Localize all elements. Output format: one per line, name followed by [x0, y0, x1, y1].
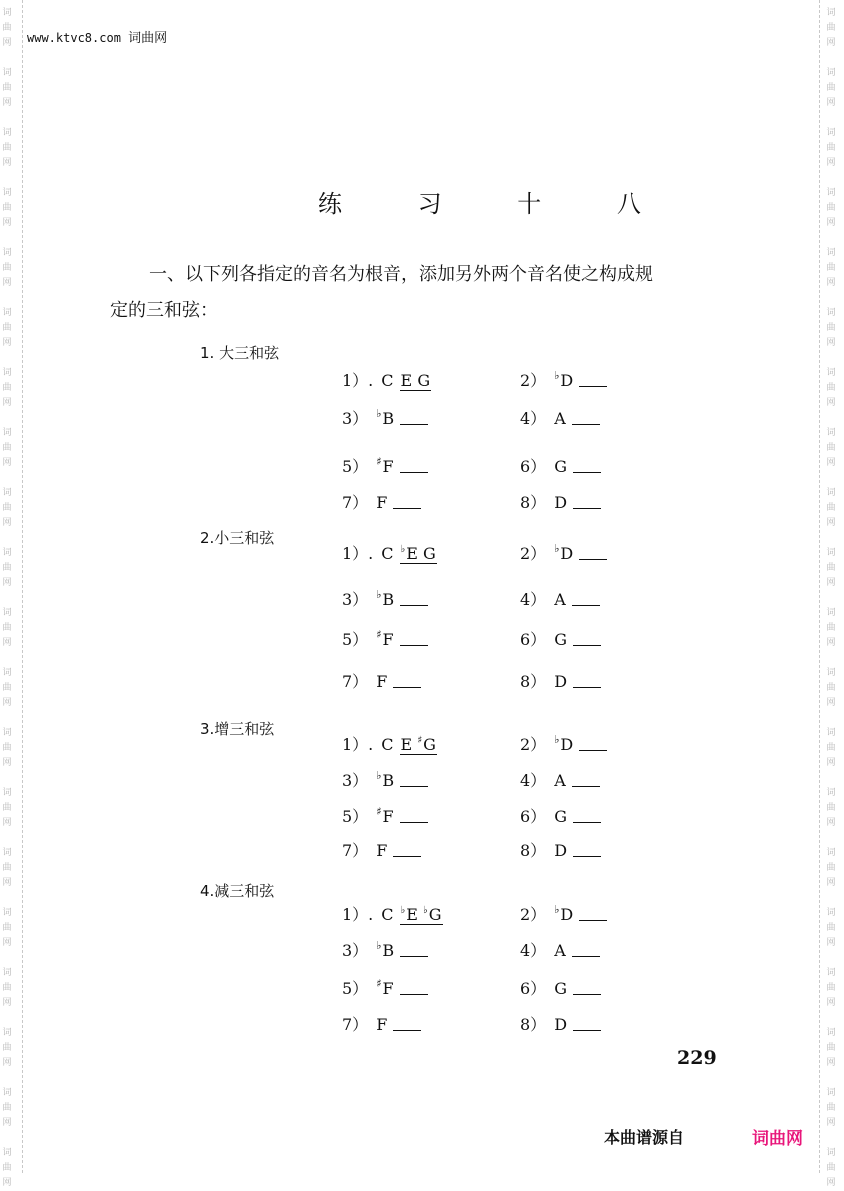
exercise-item	[342, 976, 428, 999]
watermark-glyph: 网	[826, 518, 836, 528]
watermark-glyph: 网	[826, 938, 836, 948]
root-note: F	[376, 493, 388, 512]
watermark-glyph: 曲	[826, 203, 836, 213]
exercise-number: 1）.	[342, 544, 374, 563]
watermark-glyph: 词	[826, 308, 836, 318]
watermark-glyph: 网	[2, 758, 12, 768]
exercise-item	[520, 732, 607, 755]
exercise-number: 7）	[342, 1015, 369, 1034]
footer-brand: 词曲网	[752, 1129, 803, 1149]
exercise-number: 4）	[520, 409, 547, 428]
watermark-glyph: 曲	[826, 143, 836, 153]
root-note: F	[376, 672, 388, 691]
watermark-glyph: 网	[2, 578, 12, 588]
accidental-mark: ♯	[376, 977, 382, 990]
exercise-item	[342, 902, 443, 925]
watermark-glyph: 网	[826, 698, 836, 708]
watermark-glyph: 曲	[2, 443, 12, 453]
watermark-glyph: 词	[826, 68, 836, 78]
watermark-glyph: 曲	[2, 923, 12, 933]
exercise-item	[520, 454, 601, 477]
watermark-glyph: 网	[826, 1178, 836, 1188]
site-name: 词曲网	[128, 31, 168, 46]
answer-blank[interactable]	[393, 494, 421, 509]
exercise-number: 8）	[520, 493, 547, 512]
watermark-glyph: 词	[826, 1028, 836, 1038]
root-note: C	[381, 544, 394, 563]
answer-blank[interactable]	[393, 1016, 421, 1031]
root-note: G	[554, 457, 567, 476]
exercise-item	[520, 669, 601, 692]
watermark-glyph: 网	[826, 398, 836, 408]
watermark-glyph: 曲	[2, 1163, 12, 1173]
answer-blank[interactable]	[572, 591, 600, 606]
root-note: D	[554, 493, 568, 512]
exercise-number: 2）	[520, 371, 547, 390]
watermark-glyph: 网	[2, 458, 12, 468]
watermark-glyph: 曲	[2, 203, 12, 213]
accidental-mark: ♭	[376, 769, 382, 782]
accidental-mark: ♭	[554, 903, 560, 916]
watermark-glyph: 词	[2, 968, 12, 978]
exercise-item	[342, 454, 428, 477]
watermark-glyph: 词	[2, 488, 12, 498]
instruction-line-2: 定的三和弦：	[110, 300, 218, 321]
watermark-glyph: 曲	[2, 23, 12, 33]
watermark-glyph: 曲	[826, 263, 836, 273]
exercise-number: 5）	[342, 807, 369, 826]
watermark-glyph: 网	[2, 218, 12, 228]
watermark-glyph: 曲	[826, 503, 836, 513]
root-note: G	[554, 979, 567, 998]
exercise-number: 7）	[342, 672, 369, 691]
example-answer: E ♯G	[400, 735, 436, 754]
watermark-glyph: 词	[826, 1148, 836, 1158]
watermark-glyph: 词	[2, 308, 12, 318]
watermark-glyph: 词	[826, 668, 836, 678]
exercise-number: 5）	[342, 457, 369, 476]
watermark-glyph: 词	[2, 608, 12, 618]
watermark-glyph: 曲	[826, 1103, 836, 1113]
watermark-glyph: 网	[2, 1058, 12, 1068]
answer-blank[interactable]	[400, 772, 428, 787]
watermark-glyph: 网	[826, 38, 836, 48]
exercise-item	[520, 838, 601, 861]
exercise-item	[342, 938, 428, 961]
watermark-glyph: 网	[2, 518, 12, 528]
answer-blank[interactable]	[573, 631, 601, 646]
root-note: ♭D	[554, 369, 574, 390]
accidental-mark: ♭	[554, 733, 560, 746]
watermark-glyph: 网	[2, 98, 12, 108]
exercise-number: 3）	[342, 409, 369, 428]
answer-blank[interactable]	[400, 980, 428, 995]
exercise-item	[342, 804, 428, 827]
watermark-glyph: 词	[2, 68, 12, 78]
accidental-mark: ♭	[376, 407, 382, 420]
root-note: C	[381, 735, 394, 754]
answer-blank[interactable]	[400, 631, 428, 646]
exercise-number: 6）	[520, 979, 547, 998]
exercise-number: 8）	[520, 841, 547, 860]
root-note: G	[554, 630, 567, 649]
watermark-glyph: 曲	[2, 383, 12, 393]
watermark-glyph: 词	[826, 908, 836, 918]
watermark-glyph: 网	[826, 758, 836, 768]
exercise-item	[520, 587, 600, 610]
watermark-glyph: 曲	[2, 683, 12, 693]
watermark-glyph: 曲	[826, 683, 836, 693]
accidental-mark: ♯	[376, 628, 382, 641]
exercise-item	[342, 627, 428, 650]
site-url[interactable]: www.ktvc8.com	[27, 31, 121, 45]
answer-blank[interactable]	[573, 808, 601, 823]
watermark-glyph: 曲	[826, 803, 836, 813]
exercise-item	[520, 902, 607, 925]
exercise-number: 2）	[520, 735, 547, 754]
root-note: ♯F	[376, 977, 394, 998]
watermark-glyph: 词	[826, 1088, 836, 1098]
exercise-item	[520, 1012, 601, 1035]
watermark-glyph: 曲	[826, 443, 836, 453]
instruction-line-1: 一、以下列各指定的音名为根音，添加另外两个音名使之构成规	[149, 264, 653, 285]
section-label: 4.减三和弦	[200, 882, 275, 900]
exercise-number: 5）	[342, 630, 369, 649]
exercise-item	[342, 368, 431, 391]
watermark-glyph: 网	[826, 1118, 836, 1128]
watermark-glyph: 词	[2, 848, 12, 858]
watermark-glyph: 网	[2, 38, 12, 48]
exercise-number: 2）	[520, 905, 547, 924]
exercise-item	[342, 768, 428, 791]
watermark-glyph: 词	[826, 128, 836, 138]
answer-blank[interactable]	[573, 494, 601, 509]
footer-source-text: 本曲谱源自	[604, 1128, 685, 1147]
accidental-mark: ♭	[423, 905, 428, 916]
watermark-glyph: 词	[826, 788, 836, 798]
root-note: ♭B	[376, 588, 395, 609]
watermark-glyph: 曲	[826, 1163, 836, 1173]
watermark-glyph: 网	[2, 1118, 12, 1128]
watermark-glyph: 曲	[826, 383, 836, 393]
root-note: ♯F	[376, 628, 394, 649]
site-header	[27, 27, 167, 46]
section-label: 2.小三和弦	[200, 529, 275, 547]
watermark-glyph: 曲	[826, 23, 836, 33]
exercise-item	[520, 541, 607, 564]
watermark-glyph: 网	[2, 338, 12, 348]
watermark-glyph: 曲	[826, 83, 836, 93]
root-note: C	[381, 371, 394, 390]
example-answer: E G	[400, 371, 431, 390]
page-title: 练 习 十 八	[318, 190, 675, 218]
exercise-item	[520, 490, 601, 513]
watermark-glyph: 词	[2, 1028, 12, 1038]
watermark-glyph: 曲	[2, 743, 12, 753]
root-note: ♭D	[554, 542, 574, 563]
answer-blank[interactable]	[579, 545, 607, 560]
exercise-number: 7）	[342, 493, 369, 512]
watermark-glyph: 曲	[2, 1103, 12, 1113]
root-note: ♭D	[554, 903, 574, 924]
exercise-item	[520, 627, 601, 650]
watermark-glyph: 网	[2, 638, 12, 648]
watermark-glyph: 网	[826, 878, 836, 888]
watermark-glyph: 网	[2, 818, 12, 828]
watermark-glyph: 网	[2, 878, 12, 888]
watermark-glyph: 词	[826, 188, 836, 198]
watermark-glyph: 词	[826, 608, 836, 618]
watermark-glyph: 网	[826, 278, 836, 288]
exercise-number: 8）	[520, 672, 547, 691]
accidental-mark: ♭	[376, 588, 382, 601]
watermark-glyph: 网	[826, 818, 836, 828]
watermark-column-left	[0, 0, 14, 1188]
root-note: G	[554, 807, 567, 826]
watermark-glyph: 词	[2, 1148, 12, 1158]
watermark-glyph: 网	[2, 998, 12, 1008]
root-note: C	[381, 905, 394, 924]
exercise-item	[342, 541, 437, 564]
accidental-mark: ♯	[417, 735, 423, 746]
example-answer: ♭E ♭G	[400, 905, 442, 924]
answer-blank[interactable]	[400, 410, 428, 425]
answer-blank[interactable]	[400, 591, 428, 606]
answer-blank[interactable]	[573, 842, 601, 857]
answer-blank[interactable]	[579, 906, 607, 921]
exercise-item	[342, 490, 421, 513]
answer-blank[interactable]	[400, 942, 428, 957]
watermark-glyph: 曲	[2, 623, 12, 633]
exercise-number: 3）	[342, 590, 369, 609]
watermark-glyph: 网	[826, 638, 836, 648]
accidental-mark: ♭	[400, 905, 406, 916]
accidental-mark: ♭	[400, 544, 406, 555]
exercise-number: 7）	[342, 841, 369, 860]
watermark-glyph: 网	[826, 218, 836, 228]
watermark-glyph: 网	[2, 278, 12, 288]
root-note: D	[554, 672, 568, 691]
root-note: F	[376, 841, 388, 860]
watermark-glyph: 网	[2, 398, 12, 408]
watermark-glyph: 网	[2, 938, 12, 948]
answer-blank[interactable]	[400, 458, 428, 473]
exercise-number: 6）	[520, 457, 547, 476]
watermark-glyph: 曲	[826, 923, 836, 933]
exercise-number: 4）	[520, 771, 547, 790]
root-note: A	[554, 409, 566, 428]
example-answer: ♭E G	[400, 544, 436, 563]
exercise-item	[520, 768, 600, 791]
root-note: A	[554, 771, 566, 790]
answer-blank[interactable]	[393, 673, 421, 688]
watermark-glyph: 曲	[826, 983, 836, 993]
exercise-item	[520, 976, 601, 999]
exercise-number: 8）	[520, 1015, 547, 1034]
watermark-glyph: 曲	[826, 863, 836, 873]
exercise-number: 2）	[520, 544, 547, 563]
exercise-number: 5）	[342, 979, 369, 998]
answer-blank[interactable]	[579, 736, 607, 751]
answer-blank[interactable]	[572, 942, 600, 957]
watermark-glyph: 词	[826, 368, 836, 378]
root-note: F	[376, 1015, 388, 1034]
exercise-number: 1）.	[342, 905, 374, 924]
watermark-column-right	[824, 0, 838, 1188]
watermark-glyph: 网	[2, 158, 12, 168]
exercise-item	[342, 587, 428, 610]
watermark-glyph: 词	[826, 428, 836, 438]
answer-blank[interactable]	[393, 842, 421, 857]
watermark-glyph: 曲	[826, 1043, 836, 1053]
answer-blank[interactable]	[400, 808, 428, 823]
accidental-mark: ♭	[376, 939, 382, 952]
page-number: 229	[677, 1047, 717, 1069]
exercise-number: 4）	[520, 941, 547, 960]
watermark-glyph: 曲	[2, 1043, 12, 1053]
root-note: A	[554, 590, 566, 609]
accidental-mark: ♯	[376, 805, 382, 818]
watermark-glyph: 词	[2, 128, 12, 138]
answer-blank[interactable]	[573, 1016, 601, 1031]
watermark-glyph: 网	[826, 998, 836, 1008]
watermark-glyph: 网	[826, 458, 836, 468]
watermark-glyph: 词	[2, 548, 12, 558]
root-note: A	[554, 941, 566, 960]
watermark-glyph: 词	[2, 908, 12, 918]
watermark-glyph: 曲	[2, 563, 12, 573]
watermark-glyph: 词	[2, 1088, 12, 1098]
exercise-number: 4）	[520, 590, 547, 609]
exercise-number: 1）.	[342, 371, 374, 390]
watermark-glyph: 曲	[826, 323, 836, 333]
watermark-glyph: 词	[2, 728, 12, 738]
exercise-number: 3）	[342, 941, 369, 960]
exercise-item	[520, 368, 607, 391]
watermark-glyph: 网	[826, 578, 836, 588]
exercise-item	[342, 732, 437, 755]
root-note: ♯F	[376, 455, 394, 476]
watermark-glyph: 词	[2, 8, 12, 18]
watermark-glyph: 曲	[2, 263, 12, 273]
answer-blank[interactable]	[572, 772, 600, 787]
watermark-glyph: 词	[2, 428, 12, 438]
root-note: ♭B	[376, 407, 395, 428]
watermark-glyph: 词	[826, 728, 836, 738]
watermark-glyph: 曲	[826, 563, 836, 573]
watermark-glyph: 曲	[2, 323, 12, 333]
watermark-glyph: 网	[826, 338, 836, 348]
root-note: ♭D	[554, 733, 574, 754]
section-label: 1. 大三和弦	[200, 344, 280, 362]
exercise-number: 3）	[342, 771, 369, 790]
watermark-glyph: 曲	[2, 863, 12, 873]
exercise-number: 1）.	[342, 735, 374, 754]
root-note: ♭B	[376, 769, 395, 790]
watermark-glyph: 曲	[826, 743, 836, 753]
watermark-glyph: 词	[2, 788, 12, 798]
watermark-glyph: 网	[826, 98, 836, 108]
exercise-item	[520, 804, 601, 827]
exercise-item	[342, 406, 428, 429]
exercise-number: 6）	[520, 807, 547, 826]
watermark-glyph: 词	[2, 248, 12, 258]
root-note: D	[554, 841, 568, 860]
watermark-glyph: 词	[826, 248, 836, 258]
watermark-glyph: 词	[2, 368, 12, 378]
exercise-item	[520, 938, 600, 961]
watermark-glyph: 词	[2, 188, 12, 198]
answer-blank[interactable]	[573, 458, 601, 473]
watermark-glyph: 曲	[2, 983, 12, 993]
watermark-glyph: 网	[2, 698, 12, 708]
exercise-number: 6）	[520, 630, 547, 649]
exercise-item	[342, 1012, 421, 1035]
watermark-glyph: 网	[2, 1178, 12, 1188]
exercise-item	[342, 838, 421, 861]
answer-blank[interactable]	[579, 372, 607, 387]
accidental-mark: ♭	[554, 542, 560, 555]
watermark-glyph: 曲	[2, 803, 12, 813]
accidental-mark: ♯	[376, 455, 382, 468]
watermark-glyph: 网	[826, 158, 836, 168]
watermark-glyph: 词	[826, 488, 836, 498]
answer-blank[interactable]	[573, 980, 601, 995]
exercise-item	[520, 406, 600, 429]
exercise-item	[342, 669, 421, 692]
watermark-glyph: 曲	[2, 503, 12, 513]
root-note: D	[554, 1015, 568, 1034]
root-note: ♭B	[376, 939, 395, 960]
section-label: 3.增三和弦	[200, 720, 275, 738]
answer-blank[interactable]	[572, 410, 600, 425]
watermark-glyph: 网	[826, 1058, 836, 1068]
accidental-mark: ♭	[554, 369, 560, 382]
watermark-glyph: 词	[826, 8, 836, 18]
watermark-glyph: 词	[826, 848, 836, 858]
root-note: ♯F	[376, 805, 394, 826]
watermark-glyph: 词	[826, 548, 836, 558]
watermark-glyph: 曲	[826, 623, 836, 633]
watermark-glyph: 曲	[2, 83, 12, 93]
answer-blank[interactable]	[573, 673, 601, 688]
watermark-glyph: 曲	[2, 143, 12, 153]
watermark-glyph: 词	[2, 668, 12, 678]
watermark-glyph: 词	[826, 968, 836, 978]
